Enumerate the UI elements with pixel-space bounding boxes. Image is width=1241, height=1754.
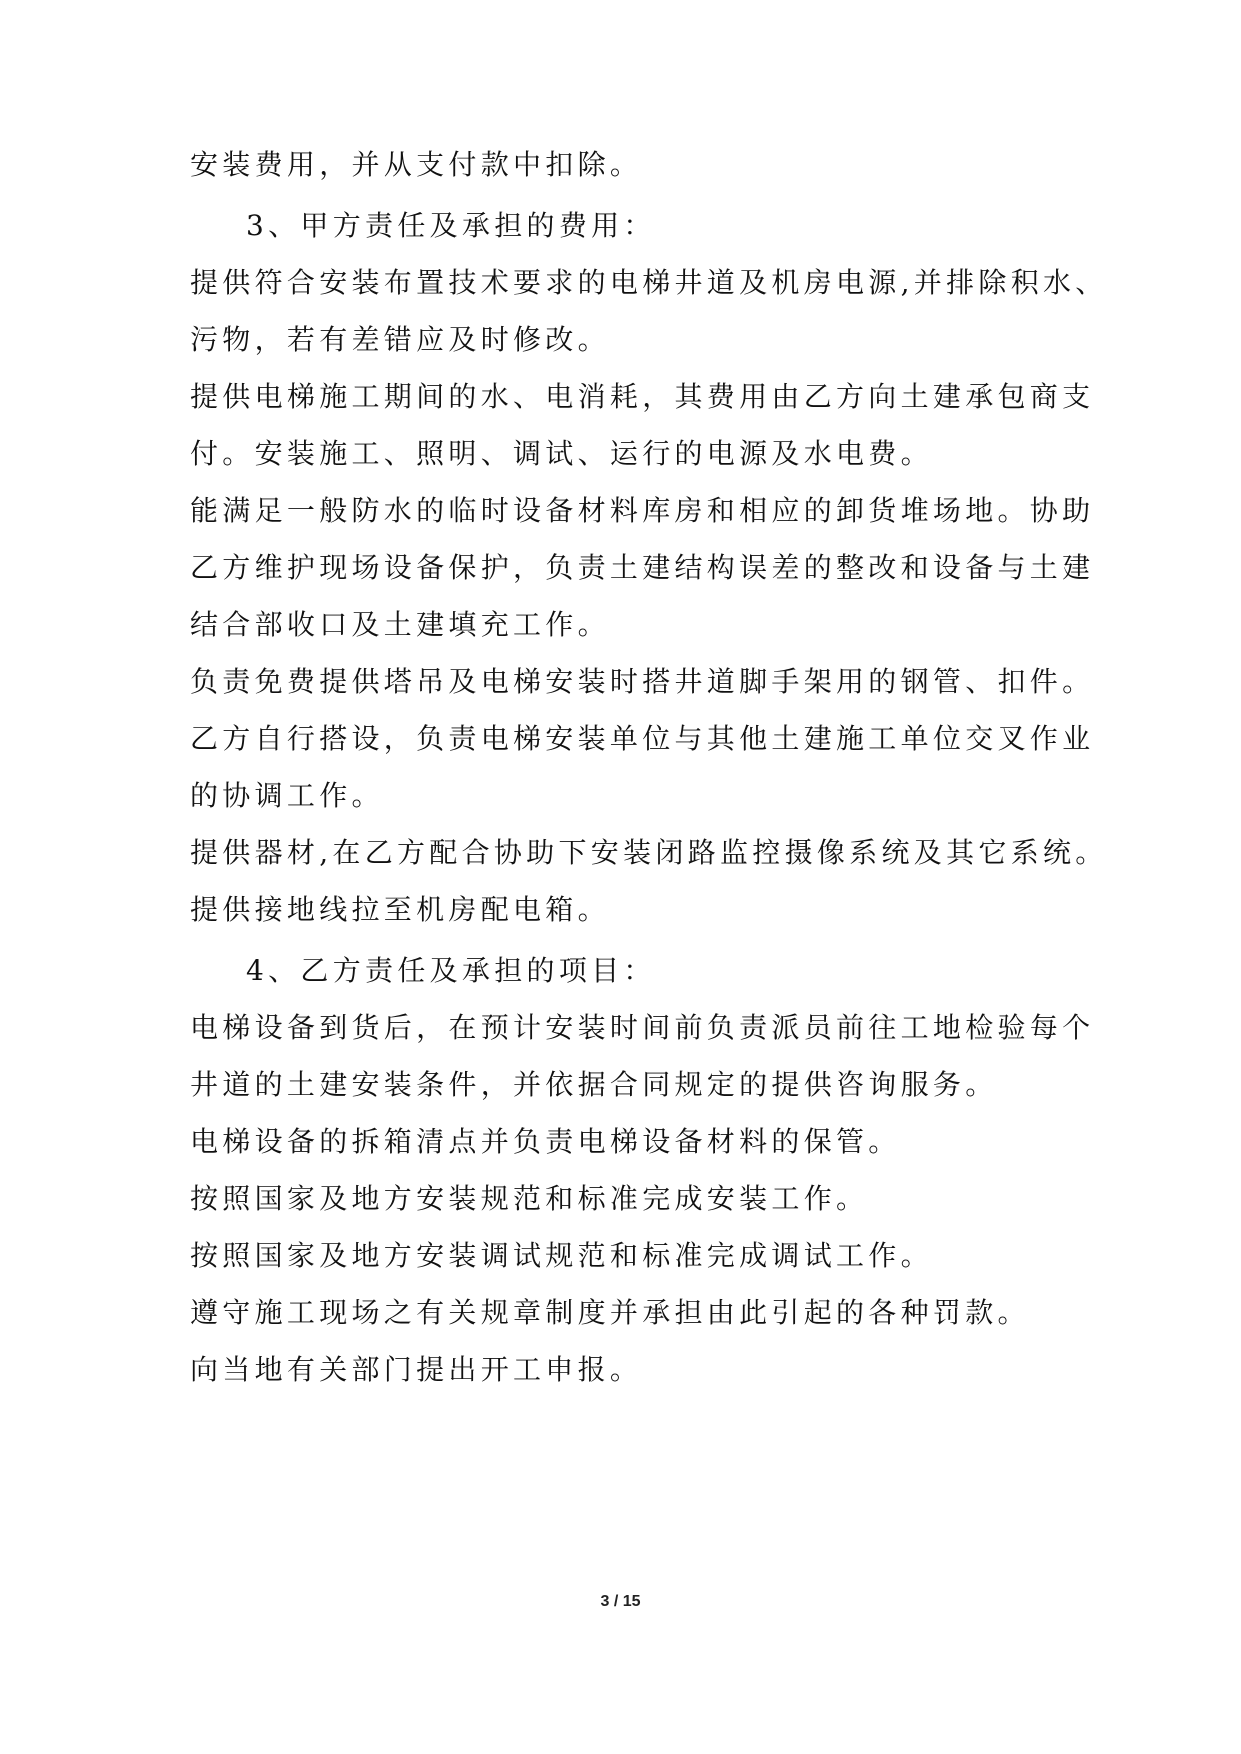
paragraph-line: 提供器材,在乙方配合协助下安装闭路监控摄像系统及其它系统。 — [190, 836, 1108, 869]
paragraph-line: 提供符合安装布置技术要求的电梯井道及机房电源,并排除积水、 — [190, 266, 1108, 299]
paragraph-line: 结合部收口及土建填充工作。 — [190, 608, 610, 641]
paragraph-line: 向当地有关部门提出开工申报。 — [190, 1353, 643, 1386]
paragraph-line: 遵守施工现场之有关规章制度并承担由此引起的各种罚款。 — [190, 1296, 1030, 1329]
paragraph-line: 的协调工作。 — [190, 779, 384, 812]
paragraph-line: 乙方自行搭设，负责电梯安装单位与其他土建施工单位交叉作业 — [190, 722, 1095, 755]
paragraph-line: 电梯设备到货后，在预计安装时间前负责派员前往工地检验每个 — [190, 1011, 1095, 1044]
section-heading: 4、乙方责任及承担的项目： — [246, 954, 656, 987]
page-number: 3 / 15 — [600, 1593, 641, 1610]
section-heading: 3、甲方责任及承担的费用： — [246, 209, 656, 242]
paragraph-line: 井道的土建安装条件，并依据合同规定的提供咨询服务。 — [190, 1068, 998, 1101]
paragraph-line: 提供电梯施工期间的水、电消耗，其费用由乙方向土建承包商支 — [190, 380, 1095, 413]
paragraph-line: 提供接地线拉至机房配电箱。 — [190, 893, 610, 926]
paragraph-line: 按照国家及地方安装调试规范和标准完成调试工作。 — [190, 1239, 933, 1272]
paragraph-line: 按照国家及地方安装规范和标准完成安装工作。 — [190, 1182, 869, 1215]
paragraph-line: 电梯设备的拆箱清点并负责电梯设备材料的保管。 — [190, 1125, 901, 1158]
paragraph-line: 付。安装施工、照明、调试、运行的电源及水电费。 — [190, 437, 933, 470]
paragraph-line: 负责免费提供塔吊及电梯安装时搭井道脚手架用的钢管、扣件。 — [190, 665, 1095, 698]
paragraph-line: 污物，若有差错应及时修改。 — [190, 323, 610, 356]
paragraph-line: 安装费用，并从支付款中扣除。 — [190, 148, 643, 181]
paragraph-line: 能满足一般防水的临时设备材料库房和相应的卸货堆场地。协助 — [190, 494, 1095, 527]
paragraph-line: 乙方维护现场设备保护，负责土建结构误差的整改和设备与土建 — [190, 551, 1095, 584]
